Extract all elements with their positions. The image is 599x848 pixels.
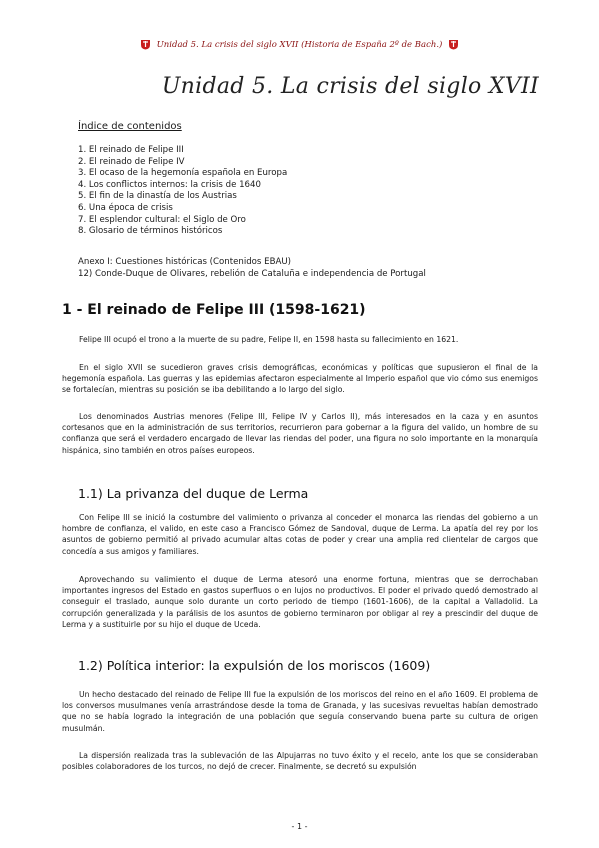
toc-item[interactable]: 4. Los conflictos internos: la crisis de 1640 <box>78 179 261 190</box>
toc-item[interactable]: 8. Glosario de términos históricos <box>78 226 223 237</box>
paragraph: Un hecho destacado del reinado de Felipe III fue la expulsión de los moriscos del reino en el año 1609. El problema de los conversos musulmanes venía arrastrándose desde la toma de Granada, y las sucesivas revueltas habían demostrado que no se había logrado la integración de una población que seguía conservando buena parte su cultura de origen musulmán. <box>62 690 538 733</box>
toc-item[interactable]: 5. El fin de la dinastía de los Austrias <box>78 191 237 202</box>
annex-title: Anexo I: Cuestiones históricas (Contenidos EBAU) <box>78 257 291 267</box>
annex <box>78 256 426 280</box>
paragraph: En el siglo XVII se sucedieron graves crisis demográficas, económicas y políticas que supusieron el final de la hegemonía española. Las guerras y las epidemias afectaron especialmente al Imperio español que vio cómo sus enemigos se fortalecían, mientras su posición se iba debilitando a lo largo del siglo. <box>62 363 538 395</box>
paragraph: Los denominados Austrias menores (Felipe III, Felipe IV y Carlos II), más interesados en la caza y en asuntos cortesanos que en la administración de sus territorios, recurrieron para gobernar a la figura del valido, un hombre de su confianza que será el verdadero encargado de llevar las riendas del poder, una figura no solo importante en la monarquía hispánica, sino también en otros países europeos. <box>62 412 538 455</box>
header-text: Unidad 5. La crisis del siglo XVII (Historia de España 2º de Bach.) <box>156 39 443 50</box>
page-number: - 1 - <box>291 822 308 831</box>
toc-item[interactable]: 1. El reinado de Felipe III <box>78 145 184 155</box>
paragraph: Felipe III ocupó el trono a la muerte de su padre, Felipe II, en 1598 hasta su fallecimiento en 1621. <box>79 335 459 344</box>
shield-icon <box>140 39 151 50</box>
shield-icon <box>448 39 459 50</box>
toc-item[interactable]: 3. El ocaso de la hegemonía española en Europa <box>78 168 288 179</box>
subsection-heading: 1.1) La privanza del duque de Lerma <box>78 486 309 501</box>
section-heading: 1 - El reinado de Felipe III (1598-1621) <box>62 302 366 318</box>
page-header <box>0 39 599 50</box>
toc-item[interactable]: 2. El reinado de Felipe IV <box>78 156 185 167</box>
paragraph: La dispersión realizada tras la sublevación de las Alpujarras no tuvo éxito y el recelo, ante los que se consideraban posibles colaboradores de los turcos, no dejó de crecer. Finalmente, se decretó su expulsión <box>62 751 538 772</box>
table-of-contents <box>78 145 287 238</box>
subsection-heading: 1.2) Política interior: la expulsión de los moriscos (1609) <box>78 658 431 673</box>
page-title: Unidad 5. La crisis del siglo XVII <box>161 74 539 99</box>
toc-item[interactable]: 7. El esplendor cultural: el Siglo de Oro <box>78 214 246 225</box>
toc-item[interactable]: 6. Una época de crisis <box>78 202 173 213</box>
paragraph: Aprovechando su valimiento el duque de Lerma atesoró una enorme fortuna, mientras que se derrochaban importantes ingresos del Estado en gastos superfluos o en lujos no productivos. El poder el privado quedó demostrado al conseguir el traslado, aunque solo durante un corto periodo de tiempo (1601-1606), de la capital a Valladolid. La corrupción generalizada y la parálisis de los asuntos de gobierno terminaron por obligar al rey a prescindir del duque de Lerma y a sustituirle por su hijo el duque de Uceda. <box>62 575 538 629</box>
paragraph: Con Felipe III se inició la costumbre del valimiento o privanza al conceder el monarca las riendas del gobierno a un hombre de confianza, el valido, en este caso a Francisco Gómez de Sandoval, duque de Lerma. La apatía del rey por los asuntos de gobierno permitió al privado acumular altas cotas de poder y crear una amplia red clientelar de cargos que concedía a sus amigos y familiares. <box>62 513 538 556</box>
toc-heading: Índice de contenidos <box>78 121 182 132</box>
annex-item: 12) Conde-Duque de Olivares, rebelión de Cataluña e independencia de Portugal <box>78 269 426 280</box>
